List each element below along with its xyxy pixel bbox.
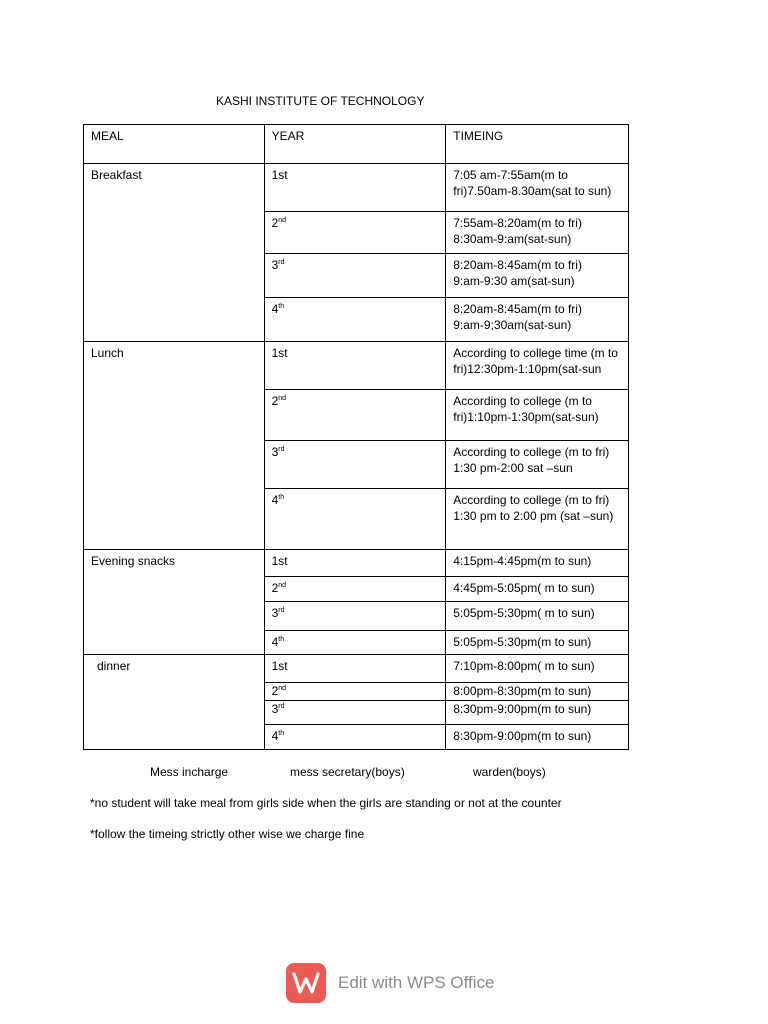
year-cell: 3rd bbox=[264, 254, 446, 298]
timing-cell: 5:05pm-5:30pm(m to sun) bbox=[446, 631, 629, 655]
table-header-row bbox=[84, 125, 629, 164]
signature-warden: warden(boys) bbox=[473, 765, 546, 779]
wps-label: Edit with WPS Office bbox=[338, 973, 495, 992]
wps-logo-icon bbox=[286, 963, 326, 1003]
timing-cell: 4:45pm-5:05pm( m to sun) bbox=[446, 577, 629, 602]
timing-cell: 7:10pm-8:00pm( m to sun) bbox=[446, 655, 629, 683]
timing-cell: 7:55am-8:20am(m to fri) 8:30am-9:am(sat-sun) bbox=[446, 212, 629, 254]
timing-cell: 8:30pm-9:00pm(m to sun) bbox=[446, 724, 629, 749]
year-cell: 2nd bbox=[264, 683, 446, 701]
header-meal: MEAL bbox=[84, 125, 265, 164]
meal-name-evening-snacks: Evening snacks bbox=[84, 550, 265, 655]
timing-cell: According to college time (m to fri)12:30pm-1:10pm(sat-sun bbox=[446, 342, 629, 390]
table-row bbox=[84, 655, 629, 683]
note-timing-fine: *follow the timeing strictly other wise we charge fine bbox=[90, 827, 365, 841]
timing-cell: 8:20am-8:45am(m to fri) 9:am-9;30am(sat-sun) bbox=[446, 298, 629, 342]
table-row bbox=[84, 164, 629, 212]
meal-schedule-table bbox=[83, 124, 629, 750]
year-cell: 3rd bbox=[264, 441, 446, 489]
signature-mess-incharge: Mess incharge bbox=[150, 765, 229, 779]
timing-cell: According to college (m to fri) 1:30 pm-2:00 sat –sun bbox=[446, 441, 629, 489]
timing-cell: 5:05pm-5:30pm( m to sun) bbox=[446, 602, 629, 631]
signature-mess-secretary: mess secretary(boys) bbox=[290, 765, 405, 779]
year-cell: 1st bbox=[264, 164, 446, 212]
table-row bbox=[84, 342, 629, 390]
year-cell: 4th bbox=[264, 298, 446, 342]
meal-name-breakfast: Breakfast bbox=[84, 164, 265, 342]
timing-cell: According to college (m to fri) 1:30 pm to 2:00 pm (sat –sun) bbox=[446, 489, 629, 550]
timing-cell: According to college (m to fri)1:10pm-1:30pm(sat-sun) bbox=[446, 390, 629, 441]
timing-cell: 8:00pm-8:30pm(m to sun) bbox=[446, 683, 629, 701]
wps-w-icon bbox=[292, 971, 320, 995]
header-year: YEAR bbox=[264, 125, 446, 164]
edit-with-wps-button[interactable] bbox=[286, 963, 495, 1003]
header-timing: TIMEING bbox=[446, 125, 629, 164]
year-cell: 2nd bbox=[264, 577, 446, 602]
year-cell: 1st bbox=[264, 655, 446, 683]
year-cell: 4th bbox=[264, 631, 446, 655]
year-cell: 2nd bbox=[264, 212, 446, 254]
meal-name-dinner: dinner bbox=[84, 655, 265, 750]
timing-cell: 7:05 am-7:55am(m to fri)7.50am-8.30am(sat to sun) bbox=[446, 164, 629, 212]
note-girls-side: *no student will take meal from girls side when the girls are standing or not at the counter bbox=[90, 796, 562, 810]
year-cell: 4th bbox=[264, 489, 446, 550]
year-cell: 1st bbox=[264, 550, 446, 577]
year-cell: 3rd bbox=[264, 602, 446, 631]
meal-name-lunch: Lunch bbox=[84, 342, 265, 550]
document-title: KASHI INSTITUTE OF TECHNOLOGY bbox=[216, 94, 425, 108]
table-row bbox=[84, 550, 629, 577]
year-cell: 4th bbox=[264, 724, 446, 749]
year-cell: 3rd bbox=[264, 700, 446, 724]
timing-cell: 8:30pm-9:00pm(m to sun) bbox=[446, 700, 629, 724]
timing-cell: 4:15pm-4:45pm(m to sun) bbox=[446, 550, 629, 577]
timing-cell: 8:20am-8:45am(m to fri) 9:am-9:30 am(sat-sun) bbox=[446, 254, 629, 298]
year-cell: 2nd bbox=[264, 390, 446, 441]
year-cell: 1st bbox=[264, 342, 446, 390]
